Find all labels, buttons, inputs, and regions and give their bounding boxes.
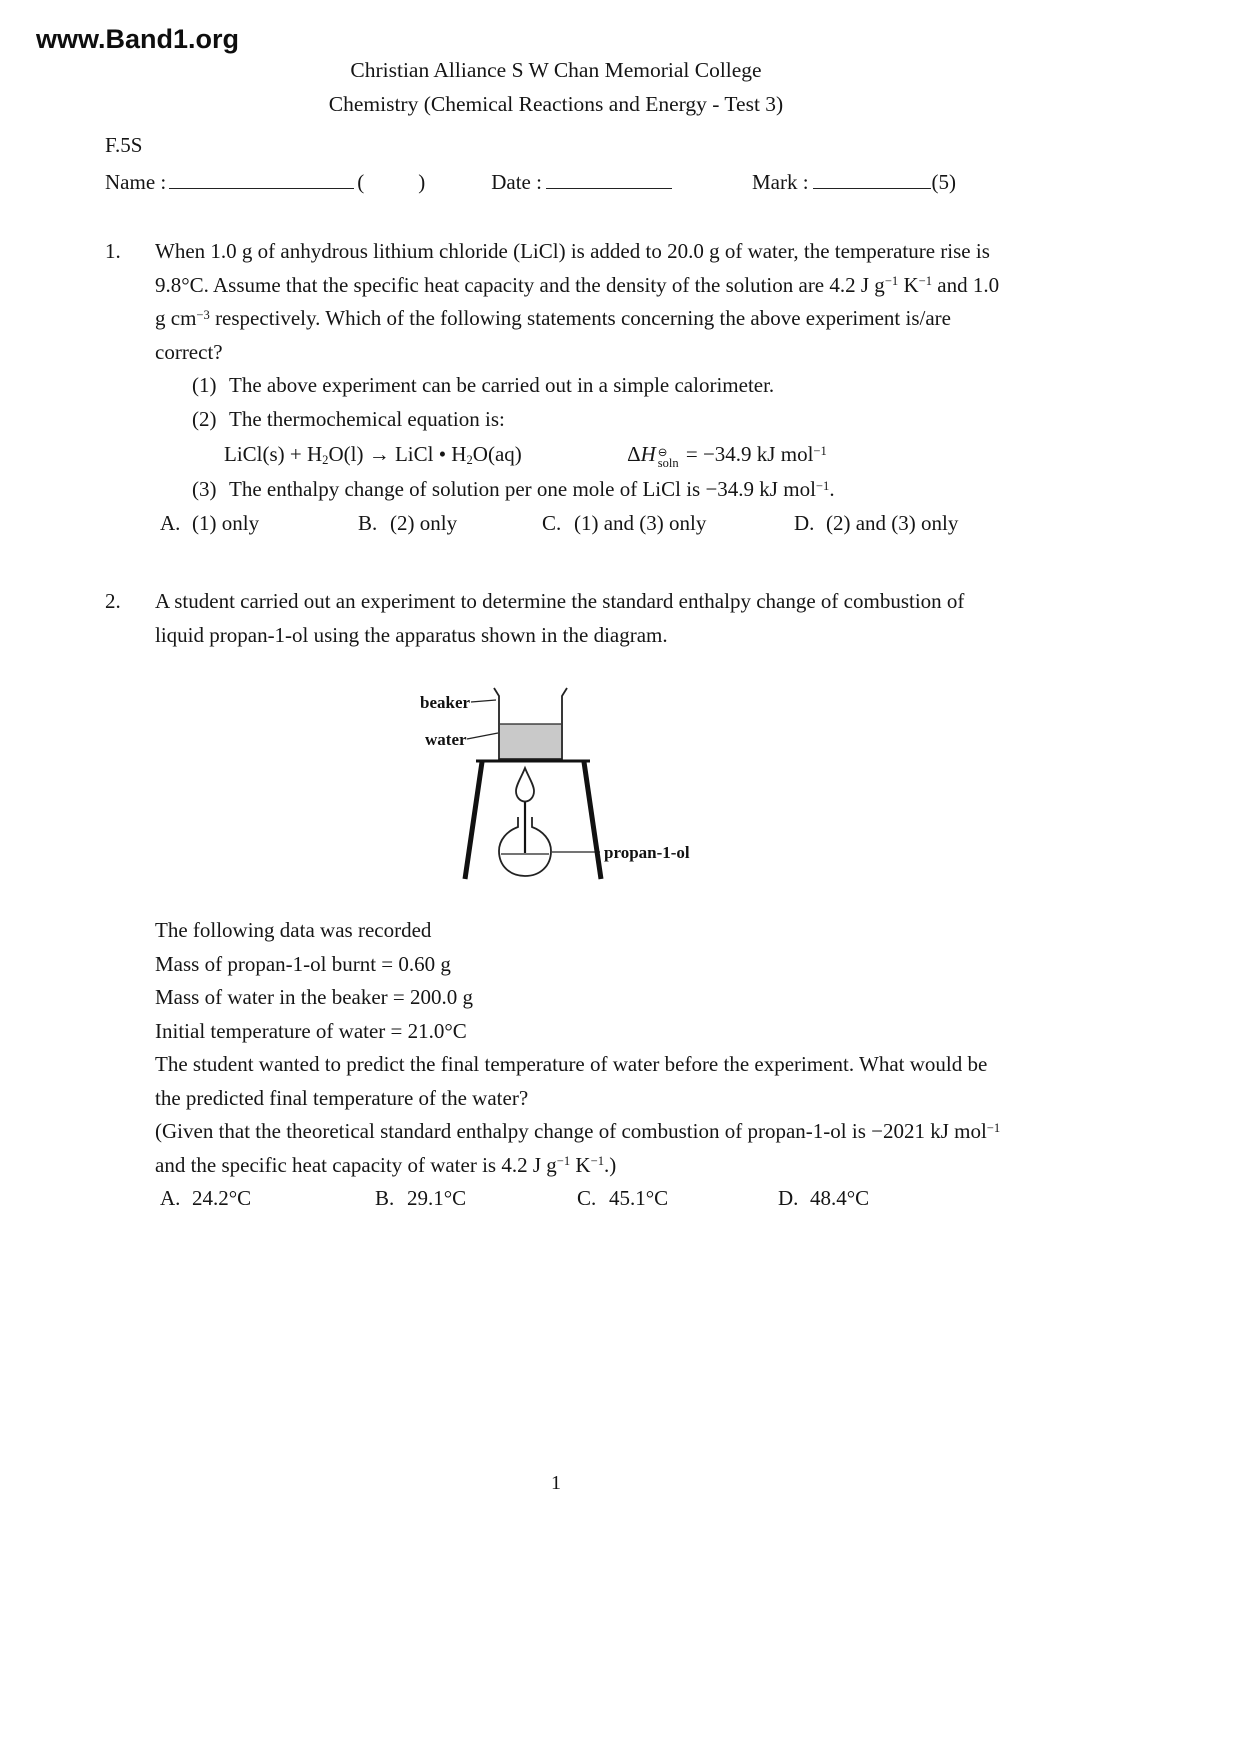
q1-option-a-text: (1) only — [192, 510, 260, 535]
q2-option-b — [375, 1182, 577, 1216]
flame-icon — [516, 768, 534, 802]
water-label-line — [467, 733, 498, 739]
data-recorded-heading: The following data was recorded — [155, 918, 432, 942]
tripod-left-leg — [465, 762, 482, 879]
prediction-question: The student wanted to predict the final temperature of water before the experiment. What would be the predicted final temperature of the water? — [155, 1052, 988, 1110]
question-2-number: 2. — [105, 589, 121, 613]
equation-lhs: LiCl(s) + $H_2O(l)$ → LiCl • $H_2O(aq)$ — [224, 442, 522, 467]
q2-option-a-text: 24.2°C — [192, 1186, 252, 1210]
question-1 — [105, 235, 1007, 540]
statement-2 — [192, 403, 1007, 437]
statement-3-label: (3) — [192, 477, 217, 501]
question-1-body — [155, 235, 1007, 540]
q1-option-c-label: C. — [542, 510, 562, 535]
statement-3-text: The enthalpy change of solution per one mole of LiCl is −34.9 kJ mol$^{-1}$. — [229, 477, 835, 501]
water-label: water — [425, 730, 467, 749]
q2-option-c — [577, 1182, 778, 1216]
q2-option-d — [778, 1182, 869, 1216]
q2-option-c-text: 45.1°C — [609, 1186, 669, 1210]
water-fill — [500, 724, 561, 758]
mark-blank — [813, 168, 931, 189]
class-form: F.5S — [105, 133, 143, 157]
q1-option-c — [542, 507, 794, 541]
test-title: Chemistry (Chemical Reactions and Energy - Test 3) — [328, 92, 784, 116]
tripod-right-leg — [584, 762, 601, 879]
mark-total: (5) — [931, 170, 957, 194]
q2-option-c-label: C. — [577, 1186, 597, 1210]
statement-2-text: The thermochemical equation is: — [229, 406, 505, 431]
q1-option-b — [358, 507, 542, 541]
class-no-open-paren: ( — [357, 170, 365, 194]
statement-1-label: (1) — [192, 373, 217, 397]
name-blank — [169, 168, 354, 189]
apparatus-drawing — [418, 686, 708, 886]
q1-option-d — [794, 507, 958, 541]
page-content — [105, 0, 1007, 1216]
q2-answer-options — [160, 1182, 1007, 1216]
page-number: 1 — [551, 1472, 561, 1494]
mark-label: Mark : — [751, 170, 809, 194]
statement-1 — [192, 369, 1007, 403]
given-information: (Given that the theoretical standard enthalpy change of combustion of propan-1-ol is −2021 kJ mol$^{-1}$ and the specific heat capacity of water is 4.2 J $g^{-1}$ $K^{-1}$.) — [155, 1119, 1001, 1177]
q1-option-d-text: (2) and (3) only — [826, 510, 959, 535]
q1-option-b-label: B. — [358, 510, 378, 535]
school-name: Christian Alliance S W Chan Memorial College — [350, 58, 762, 82]
q2-option-b-text: 29.1°C — [407, 1186, 467, 1210]
beaker-label-line — [471, 700, 496, 702]
q1-option-b-text: (2) only — [390, 510, 458, 535]
question-1-stem: When 1.0 g of anhydrous lithium chloride (LiCl) is added to 20.0 g of water, the temperature rise is 9.8°C. Assume that the specific heat capacity and the density of the solution are 4.2 J $g^{-1}$ $K^{-1}$ and 1.0 g $cm^{-3}$ respectively. Which of the following statements concerning the above experiment is/are correct? — [155, 239, 1000, 364]
question-2 — [105, 585, 1007, 1216]
statement-2-label: (2) — [192, 406, 217, 431]
apparatus-diagram — [418, 686, 1007, 886]
data-line-mass-water: Mass of water in the beaker = 200.0 g — [155, 985, 474, 1009]
q1-option-a — [160, 507, 358, 541]
question-2-stem: A student carried out an experiment to determine the standard enthalpy change of combustion of liquid propan-1-ol using the apparatus shown in the diagram. — [155, 589, 965, 647]
q2-option-b-label: B. — [375, 1186, 395, 1210]
paper-header — [105, 57, 1007, 117]
q2-option-a-label: A. — [160, 1186, 181, 1210]
q2-option-a — [160, 1182, 375, 1216]
q2-option-d-label: D. — [778, 1186, 799, 1210]
q1-option-c-text: (1) and (3) only — [574, 510, 707, 535]
class-no-close-paren: ) — [418, 170, 426, 194]
q1-option-d-label: D. — [794, 510, 815, 535]
beaker-label: beaker — [420, 693, 471, 712]
data-line-mass-fuel: Mass of propan-1-ol burnt = 0.60 g — [155, 951, 451, 976]
name-label: Name : — [105, 170, 167, 194]
q1-answer-options — [160, 507, 1007, 541]
question-2-body — [155, 585, 1007, 1216]
question-1-number: 1. — [105, 239, 121, 263]
thermochemical-equation — [224, 436, 1007, 473]
q2-option-d-text: 48.4°C — [810, 1186, 870, 1210]
q1-option-a-label: A. — [160, 510, 181, 535]
date-blank — [546, 168, 672, 189]
fuel-label: propan-1-ol — [604, 843, 690, 862]
statement-1-text: The above experiment can be carried out in a simple calorimeter. — [229, 373, 775, 397]
equation-enthalpy-value: ΔH ⊖ soln = −34.9 kJ mol$^{-1}$ — [627, 442, 827, 471]
statement-3 — [192, 473, 1007, 507]
data-line-initial-temp: Initial temperature of water = 21.0°C — [155, 1018, 467, 1043]
site-watermark: www.Band1.org — [36, 24, 240, 54]
date-label: Date : — [491, 170, 542, 194]
student-info-line — [105, 168, 1007, 195]
